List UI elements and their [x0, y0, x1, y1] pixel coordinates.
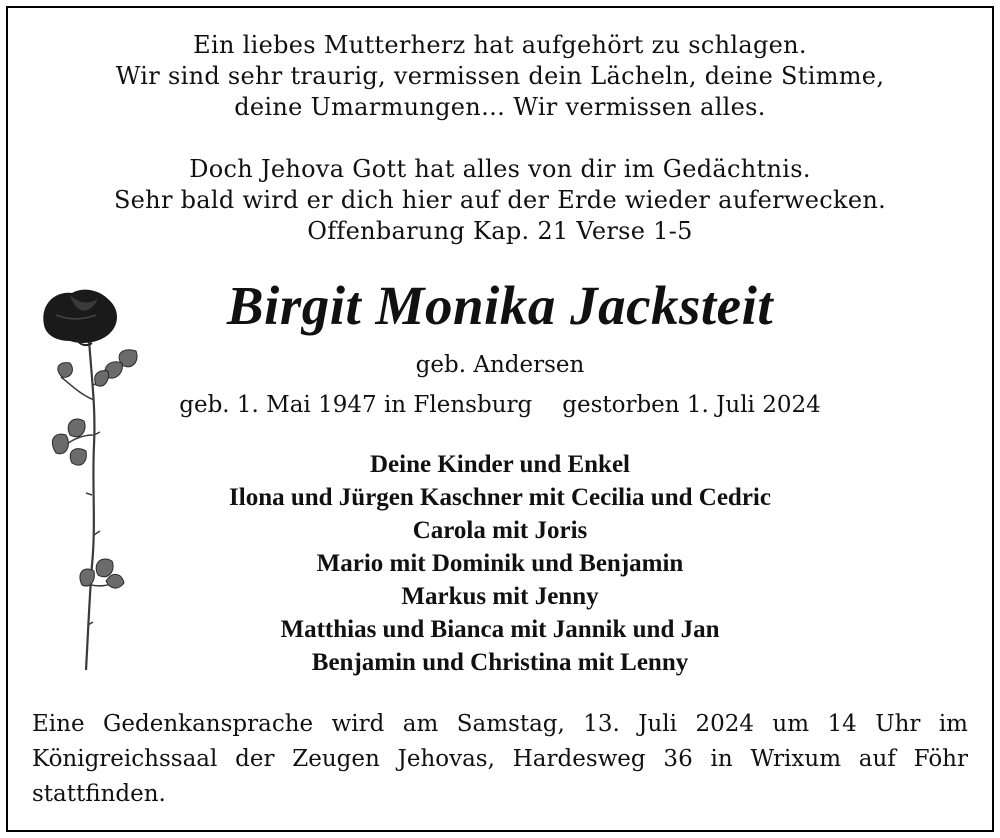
maiden-name: geb. Andersen [415, 352, 585, 378]
verse-line: Sehr bald wird er dich hier auf der Erde wieder auferwecken. [113, 186, 887, 214]
deceased-name: Birgit Monika Jacksteit [226, 275, 774, 336]
verse-line: Ein liebes Mutterherz hat aufgehört zu schlagen. [193, 31, 807, 59]
birth-date: geb. 1. Mai 1947 in Flensburg [179, 392, 533, 418]
announcement-line: Eine Gedenkansprache wird am Samstag, 13. Juli 2024 um 14 Uhr im [32, 711, 968, 737]
family-member: Ilona und Jürgen Kaschner mit Cecilia und Cedric [229, 484, 771, 511]
announcement-line: stattfinden. [32, 781, 166, 807]
family-member: Carola mit Joris [412, 517, 588, 544]
death-date: gestorben 1. Juli 2024 [562, 392, 821, 418]
family-member: Markus mit Jenny [401, 583, 599, 610]
verse-stanza-2 [0, 154, 1000, 247]
announcement-line: Königreichssaal der Zeugen Jehovas, Hardesweg 36 in Wrixum auf Föhr [32, 746, 968, 772]
family-member: Mario mit Dominik und Benjamin [316, 550, 684, 577]
family-list [0, 448, 1000, 679]
verse-line: Wir sind sehr traurig, vermissen dein Lächeln, deine Stimme, [115, 62, 885, 90]
bible-reference: Offenbarung Kap. 21 Verse 1-5 [307, 217, 693, 245]
life-dates [0, 390, 1000, 420]
family-member: Benjamin und Christina mit Lenny [311, 649, 689, 676]
verse-line: deine Umarmungen… Wir vermissen alles. [234, 93, 766, 121]
verse-line: Doch Jehova Gott hat alles von dir im Gedächtnis. [189, 155, 811, 183]
memorial-announcement [32, 707, 968, 812]
verse-stanza-1 [0, 30, 1000, 123]
family-heading: Deine Kinder und Enkel [369, 451, 631, 478]
family-member: Matthias und Bianca mit Jannik und Jan [280, 616, 720, 643]
